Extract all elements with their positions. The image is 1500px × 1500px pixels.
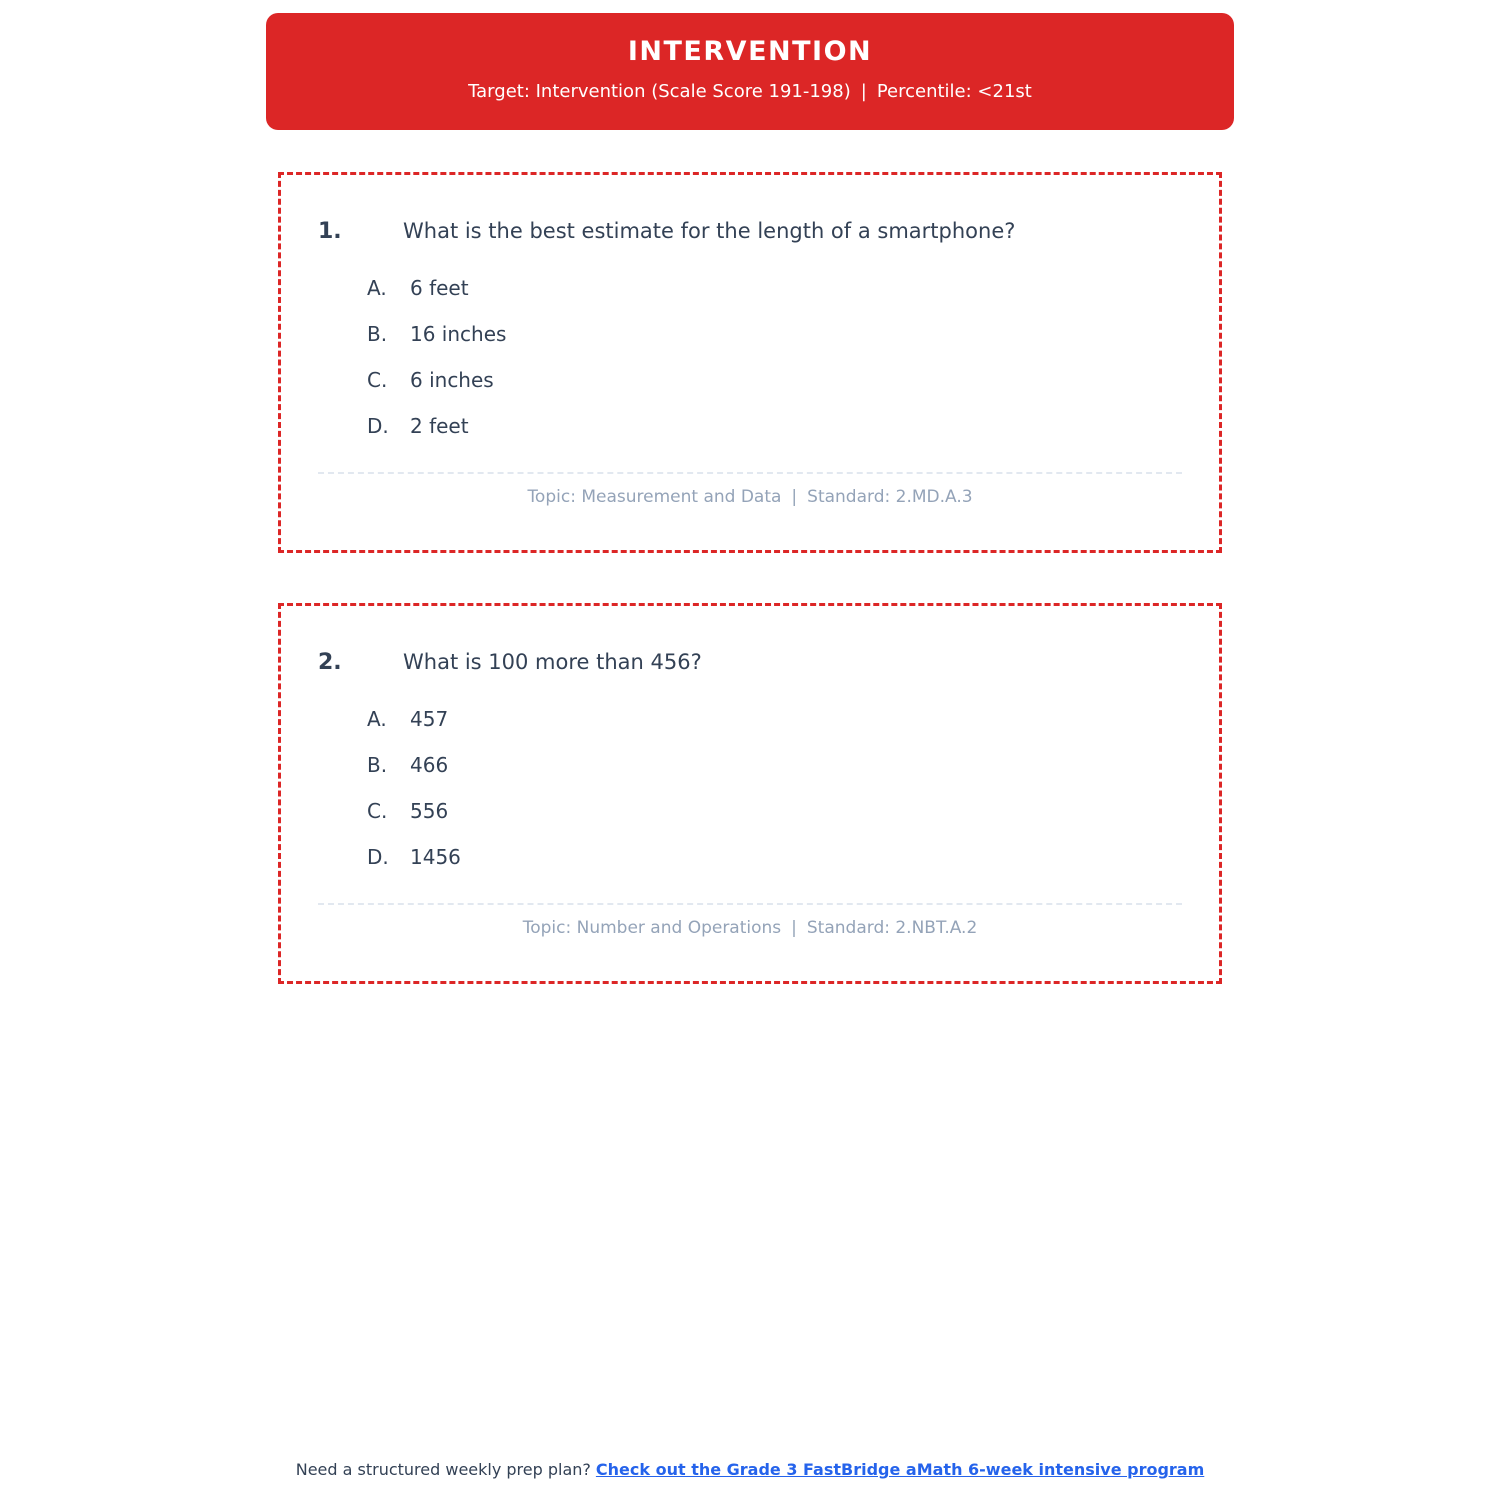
meta-separator: |: [791, 918, 797, 938]
intervention-banner: [266, 13, 1234, 130]
option-letter: A.: [367, 276, 387, 300]
option-text: 16 inches: [410, 322, 507, 346]
footer-program-link[interactable]: Check out the Grade 3 FastBridge aMath 6-week intensive program: [595, 1460, 1205, 1479]
page-footer: [0, 1459, 1500, 1480]
option-text: 457: [410, 707, 449, 731]
meta-divider: [318, 472, 1182, 474]
answer-option-b: [367, 753, 1182, 777]
option-text: 466: [410, 753, 449, 777]
question-number: 1.: [318, 219, 342, 244]
question-1-meta: [318, 486, 1182, 508]
question-text: What is the best estimate for the length of a smartphone?: [403, 219, 1016, 243]
answer-option-c: [367, 368, 1182, 392]
meta-separator: |: [791, 487, 798, 507]
answer-option-d: [367, 414, 1182, 438]
question-1-header: [318, 217, 1182, 246]
option-text: 556: [410, 799, 449, 823]
question-card-2: [278, 603, 1222, 984]
banner-percentile-text: Percentile: <21st: [876, 81, 1032, 102]
answer-option-a: [367, 707, 1182, 731]
question-number: 2.: [318, 650, 342, 675]
banner-target-text: Target: Intervention (Scale Score 191-198): [468, 81, 851, 102]
question-card-1: [278, 172, 1222, 553]
option-letter: B.: [367, 322, 388, 346]
topic-label: Topic: Number and Operations: [522, 918, 782, 938]
question-text: What is 100 more than 456?: [403, 650, 702, 674]
answer-option-d: [367, 845, 1182, 869]
answer-option-a: [367, 276, 1182, 300]
option-letter: B.: [367, 753, 388, 777]
option-text: 6 feet: [410, 276, 469, 300]
option-letter: C.: [367, 799, 388, 823]
option-letter: C.: [367, 368, 388, 392]
question-2-options: [367, 707, 1182, 869]
option-text: 6 inches: [410, 368, 494, 392]
banner-separator: |: [860, 81, 867, 102]
topic-label: Topic: Measurement and Data: [527, 487, 782, 507]
answer-option-c: [367, 799, 1182, 823]
option-letter: D.: [367, 414, 389, 438]
option-text: 2 feet: [410, 414, 469, 438]
question-2-header: [318, 648, 1182, 677]
banner-title: INTERVENTION: [627, 36, 873, 67]
standard-label: Standard: 2.MD.A.3: [807, 487, 973, 507]
meta-divider: [318, 903, 1182, 905]
question-1-options: [367, 276, 1182, 438]
banner-subtitle: [290, 80, 1210, 104]
option-letter: D.: [367, 845, 389, 869]
footer-prompt: Need a structured weekly prep plan?: [295, 1460, 591, 1479]
standard-label: Standard: 2.NBT.A.2: [806, 918, 978, 938]
answer-option-b: [367, 322, 1182, 346]
option-text: 1456: [410, 845, 461, 869]
question-2-meta: [318, 917, 1182, 939]
option-letter: A.: [367, 707, 387, 731]
